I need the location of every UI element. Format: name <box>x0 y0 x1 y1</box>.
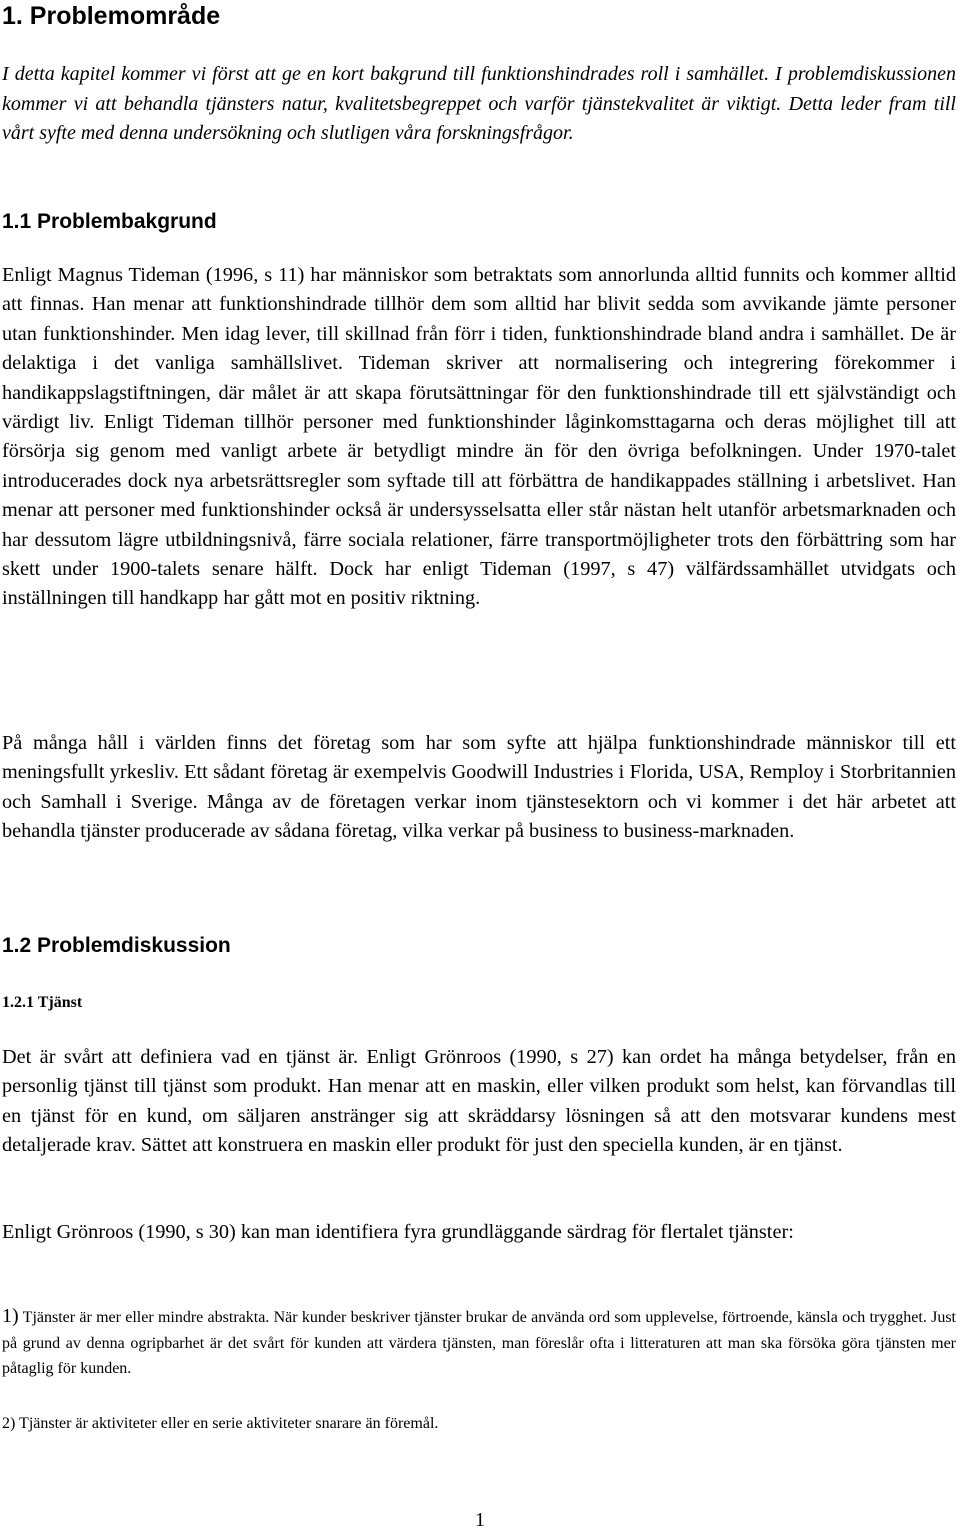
list-item-text: Tjänster är mer eller mindre abstrakta. När kunder beskriver tjänster brukar de använda ord som upplevelse, förtroende, känsla och trygghet. Just på grund av denna ogripbarhet är det svårt för kunden att värdera tjänsten, man föreslår ofta i litteraturen att man ska försöka göra tjänsten mer påtaglig för kunden. <box>2 1309 956 1377</box>
list-item <box>2 1411 956 1437</box>
paragraph-tjanst-1: Det är svårt att definiera vad en tjänst är. Enligt Grönroos (1990, s 27) kan ordet ha många betydelser, från en personlig tjänst till tjänst som produkt. Han menar att en maskin, eller vilken produkt som helst, kan förvandlas till en tjänst för en kund, om säljaren anstränger sig att skräddarsy lösningen så att den motsvarar kundens mest detaljerade krav. Sättet att konstruera en maskin eller produkt för just den speciella kunden, är en tjänst. <box>2 1046 956 1157</box>
list-item <box>2 1304 956 1382</box>
list-item-number: 1) <box>2 1305 19 1327</box>
section-heading-problembakgrund: 1.1 Problembakgrund <box>2 210 217 233</box>
paragraph-problembakgrund-1: Enligt Magnus Tideman (1996, s 11) har människor som betraktats som annorlunda alltid funnits och kommer alltid att finnas. Han menar att funktionshindrade tillhör dem som alltid har blivit sedda som avvikande jämte personer utan funktionshinder. Men idag lever, till skillnad från förr i tiden, funktionshindrade bland andra i samhället. De är delaktiga i det vanliga samhällslivet. Tideman skriver att normalisering och integrering förekommer i handikappslagstiftningen, där målet är att skapa förutsättningar för den funktionshindrade till ett självständigt och värdigt liv. Enligt Tideman tillhör personer med funktionshinder låginkomsttagarna och deras möjlighet till att försörja sig genom med vanligt arbete är betydligt mindre än för den övriga befolkningen. Under 1970-talet introducerades dock nya arbetsrättsregler som syftade till att förbättra de handikappades ställning i arbetslivet. Han menar att personer med funktionshinder också är undersysselsatta eller står nästan helt utanför arbetsmarknaden och har dessutom lägre utbildningsnivå, färre sociala relationer, färre transportmöjligheter trots den förbättring som har skett under 1900-talets senare hälft. Dock har enligt Tideman (1997, s 47) välfärdssamhället utvidgats och inställningen till handkapp har gått mot en positiv riktning. <box>2 264 956 610</box>
chapter-intro: I detta kapitel kommer vi först att ge en kort bakgrund till funktionshindrades roll i samhället. I problemdiskussionen kommer vi att behandla tjänsters natur, kvalitetsbegreppet och varför tjänstekvalitet är viktigt. Detta leder fram till vårt syfte med denna undersökning och slutligen våra forskningsfrågor. <box>2 63 956 144</box>
list-item-number: 2) <box>2 1415 16 1432</box>
list-item-text: Tjänster är aktiviteter eller en serie aktiviteter snarare än föremål. <box>19 1415 439 1432</box>
paragraph-tjanst-2: Enligt Grönroos (1990, s 30) kan man identifiera fyra grundläggande särdrag för flertalet tjänster: <box>2 1221 794 1243</box>
chapter-heading: 1. Problemområde <box>2 2 221 30</box>
page-number: 1 <box>475 1509 485 1531</box>
subsection-heading-tjanst: 1.2.1 Tjänst <box>2 994 83 1011</box>
paragraph-problembakgrund-2: På många håll i världen finns det företag som har som syfte att hjälpa funktionshindrade människor till ett meningsfullt yrkesliv. Ett sådant företag är exempelvis Goodwill Industries i Florida, USA, Remploy i Storbritannien och Samhall i Sverige. Många av de företagen verkar inom tjänstesektorn och vi kommer i det här arbetet att behandla tjänster producerade av sådana företag, vilka verkar på business to business-marknaden. <box>2 732 956 843</box>
section-heading-problemdiskussion: 1.2 Problemdiskussion <box>2 934 231 957</box>
